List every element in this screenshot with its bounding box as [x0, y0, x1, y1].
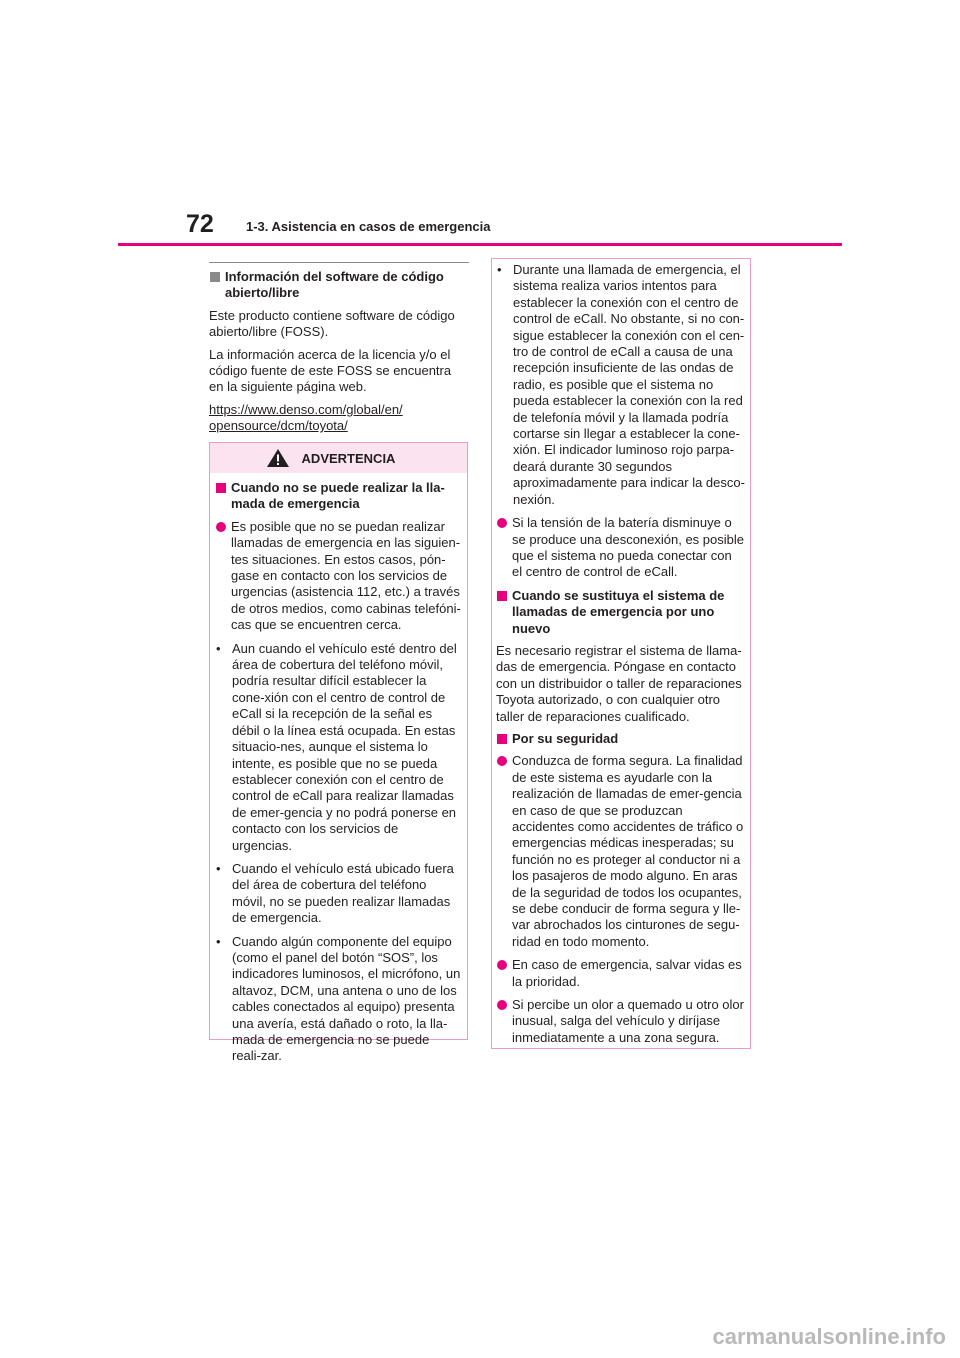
bullet-text: Durante una llamada de emergencia, el sistema realiza varios intentos para establecer la conexión con el centro de control de eCall. No obstante, si no con-sigue establecer la conexión con el cen-tro de control de eCall a causa de una recepción insuficiente de las ondas de radio, es posible que el sistema no pueda establecer la conexión con la red de telefonía móvil y la llamada podría cortarse sin llegar a establecer la cone-xión. El indicador luminoso rojo parpa-deará durante 30 segundos aproximadamente para indicar la desco-nexión. [513, 262, 745, 507]
bullet-text: Es posible que no se puedan realizar llamadas de emergencia en las siguien-tes situaciones. En estos casos, pón-gase en contacto con los servicios de urgencias (asistencia 112, etc.) a través de otros medios, como cabinas telefóni-cas que se encuentren cerca. [231, 518, 461, 633]
right-bullet-4 [496, 997, 745, 1046]
pink-circle-icon [497, 960, 507, 970]
replace-paragraph: Es necesario registrar el sistema de llama-das de emergencia. Póngase en contacto con un distribuidor o taller de reparaciones Toyota autorizado, o con cualquier otro taller de reparaciones cualificado. [496, 642, 742, 724]
warning-box [209, 442, 468, 1064]
dash-marker: • [216, 860, 221, 876]
replace-heading [496, 588, 745, 637]
foss-link-line-2[interactable]: opensource/dcm/toyota/ [209, 418, 348, 434]
safety-heading-text: Por su seguridad [512, 730, 619, 746]
watermark: carmanualsonline.info [712, 1324, 946, 1349]
page-number: 72 [186, 210, 214, 238]
section-title: 1-3. Asistencia en casos de emergencia [246, 219, 491, 234]
bullet-text: Cuando el vehículo está ubicado fuera del área de cobertura del teléfono móvil, no se pueden realizar llamadas de emergencia. [232, 860, 454, 926]
warning-dash-3 [215, 934, 461, 1065]
warning-dash-2 [215, 861, 461, 927]
foss-paragraph-1: Este producto contiene software de código abierto/libre (FOSS). [209, 307, 455, 340]
warning-dash-1 [215, 641, 461, 854]
foss-heading [209, 269, 469, 302]
pink-square-icon [216, 483, 226, 493]
right-bullet-3 [496, 957, 745, 990]
dash-marker: • [497, 262, 502, 277]
warning-body [210, 473, 467, 1065]
heading-rule [209, 262, 469, 263]
warning-title: ADVERTENCIA [301, 450, 396, 466]
bullet-text: Conduzca de forma segura. La finalidad de este sistema es ayudarle con la realización de llamadas de emer-gencia en caso de que se produzcan accidentes como accidentes de tráfico o emergencias médicas inesperadas; su función no es proteger al conductor ni a los pasajeros de modo alguno. En aras de la seguridad de todos los ocupantes, se debe conducir de forma segura y lle-var abrochados los cinturones de segu-ridad en todo momento. [512, 753, 744, 949]
bullet-text: En caso de emergencia, salvar vidas es la prioridad. [512, 957, 742, 989]
warning-bullet-1 [215, 519, 461, 634]
pink-circle-icon [497, 756, 507, 766]
bullet-text: Si la tensión de la batería disminuye o se produce una desconexión, es posible que el sistema no pueda conectar con el centro de control de eCall. [512, 515, 744, 580]
bullet-text: Si percibe un olor a quemado u otro olor inusual, salga del vehículo y diríjase inmediatamente a una zona segura. [512, 997, 744, 1045]
right-column-box [491, 258, 751, 1049]
foss-link-line-1[interactable]: https://www.denso.com/global/en/ [209, 401, 403, 417]
safety-heading [496, 731, 745, 747]
warning-heading [215, 480, 461, 513]
right-bullet-1 [496, 515, 745, 581]
pink-circle-icon [497, 1000, 507, 1010]
pink-square-icon [497, 591, 507, 601]
bullet-text: Aun cuando el vehículo esté dentro del área de cobertura del teléfono móvil, podría resultar difícil establecer la cone-xión con el centro de control de eCall si la recepción de la señal es débil o la línea está ocupada. En estas situacio-nes, aunque el sistema lo intente, es posible que no se pueda establecer conexión con el centro de control de eCall para realizar llamadas de emer-gencia y no podrá ponerse en contacto con los servicios de urgencias. [232, 640, 457, 853]
pink-circle-icon [216, 522, 226, 532]
pink-square-icon [497, 734, 507, 744]
warning-triangle-icon [266, 448, 290, 468]
right-dash-1 [496, 262, 745, 508]
foss-link[interactable] [209, 402, 469, 435]
warning-header [210, 443, 467, 473]
header-rule [118, 243, 842, 246]
right-bullet-2 [496, 753, 745, 950]
replace-heading-text: Cuando se sustituya el sistema de llamadas de emergencia por uno nuevo [512, 587, 725, 636]
left-column [209, 262, 469, 441]
dash-marker: • [216, 933, 221, 949]
warning-heading-text: Cuando no se puede realizar la lla-mada de emergencia [231, 480, 445, 512]
foss-paragraph-2: La información acerca de la licencia y/o el código fuente de este FOSS se encuentra en la siguiente página web. [209, 346, 452, 395]
pink-circle-icon [497, 518, 507, 528]
bullet-text: Cuando algún componente del equipo (como el panel del botón “SOS”, los indicadores luminosos, el micrófono, un altavoz, DCM, una antena o uno de los cables conectados al equipo) presenta una avería, está dañado o roto, la lla-mada de emergencia no se puede reali-zar. [232, 933, 461, 1064]
gray-square-icon [210, 272, 220, 282]
foss-heading-text: Información del software de código abierto/libre [225, 269, 444, 301]
dash-marker: • [216, 640, 221, 656]
